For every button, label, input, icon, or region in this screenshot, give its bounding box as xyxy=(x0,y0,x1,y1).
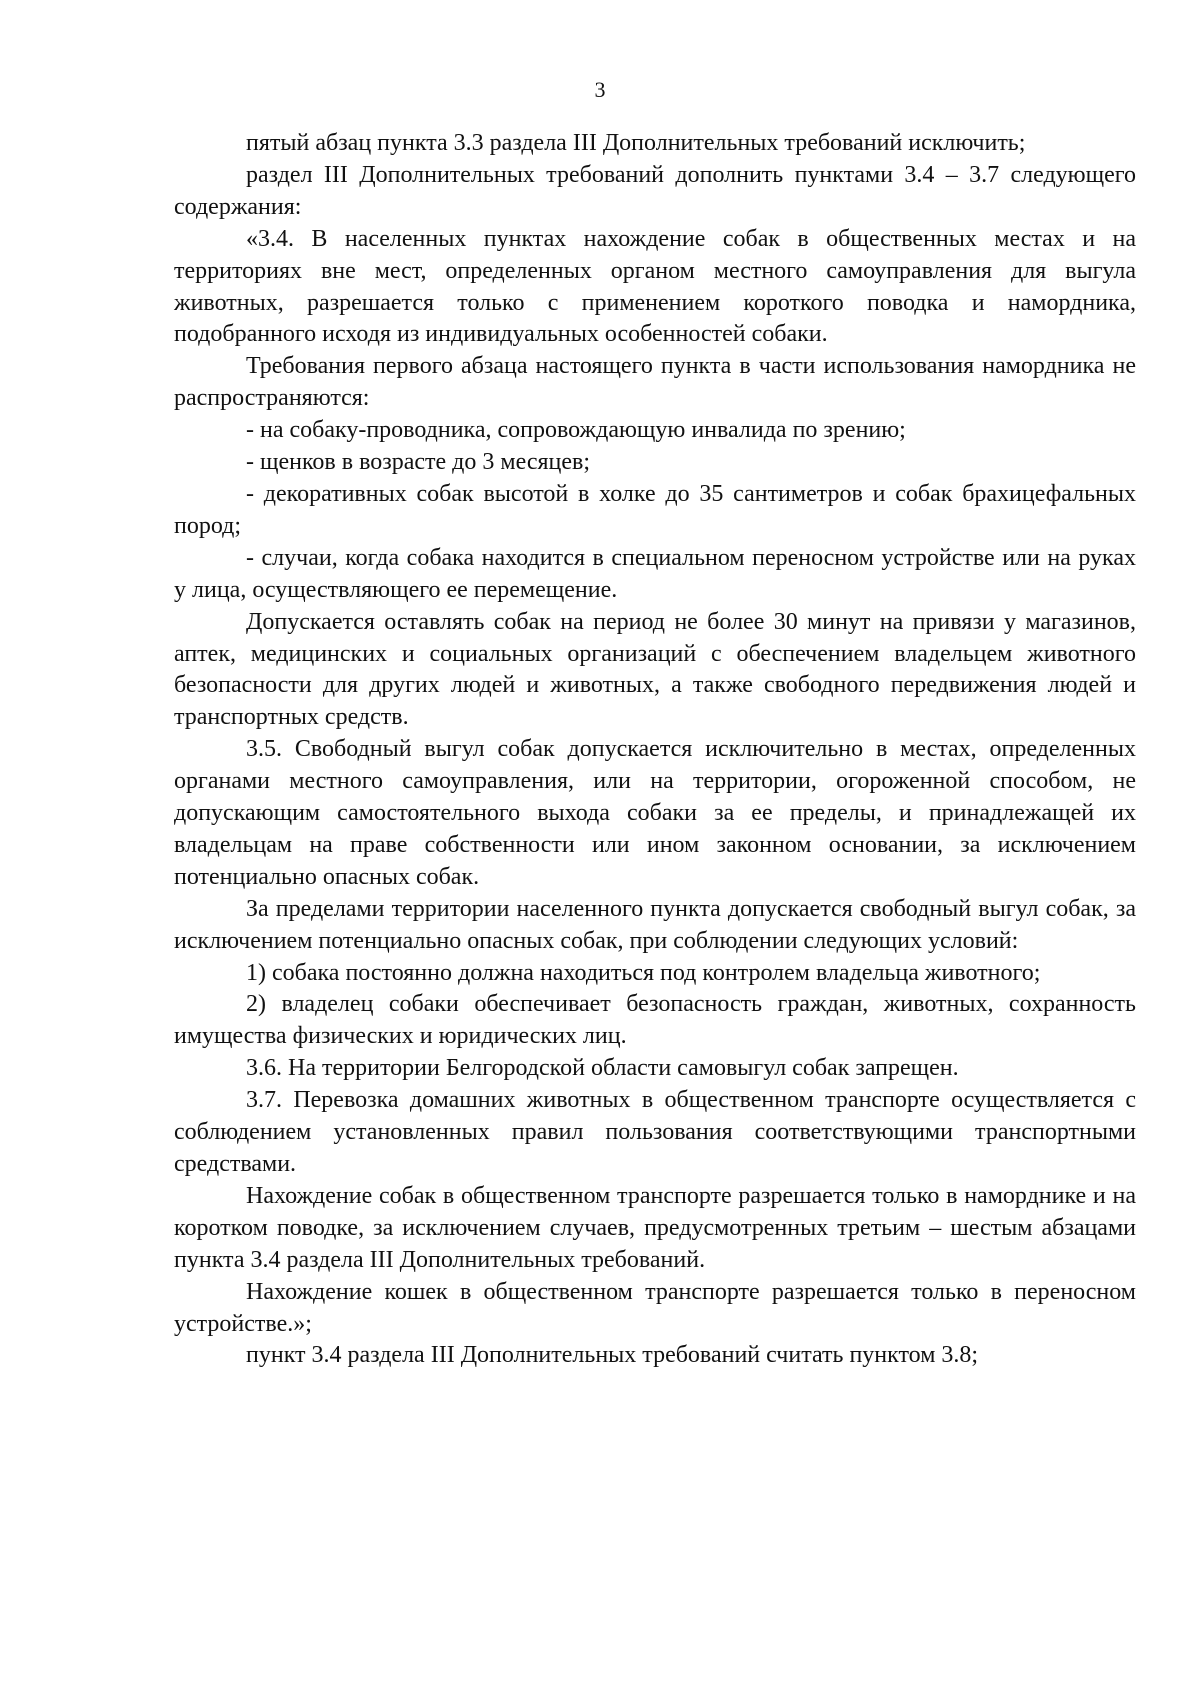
paragraph-2: раздел III Дополнительных требований дополнить пунктами 3.4 – 3.7 следующего содержания: xyxy=(174,161,1136,220)
paragraph-10: Нахождение собак в общественном транспорте разрешается только в наморднике и на коротком поводке, за исключением случаев, предусмотренных третьим – шестым абзацами пункта 3.4 раздела III Дополнительных требований. xyxy=(174,1182,1136,1273)
paragraph-6: 3.5. Свободный выгул собак допускается исключительно в местах, определенных органами местного самоуправления, или на территории, огороженной способом, не допускающим самостоятельного выхода собаки за ее пределы, и принадлежащей их владельцам на праве собственности или ином законном основании, за исключением потенциально опасных собак. xyxy=(174,736,1136,890)
paragraph-11: Нахождение кошек в общественном транспорте разрешается только в переносном устройстве.»; xyxy=(174,1278,1136,1337)
paragraph-5: Допускается оставлять собак на период не более 30 минут на привязи у магазинов, аптек, медицинских и социальных организаций с обеспечением владельцем животного безопасности для других людей и животных, а также свободного передвижения людей и транспортных средств. xyxy=(174,608,1136,731)
list-item-2: - щенков в возрасте до 3 месяцев; xyxy=(246,449,591,476)
list-item-3: - декоративных собак высотой в холке до 35 сантиметров и собак брахицефальных пород; xyxy=(174,480,1136,539)
condition-2: 2) владелец собаки обеспечивает безопасность граждан, животных, сохранность имущества физических и юридических лиц. xyxy=(174,991,1136,1050)
condition-1: 1) собака постоянно должна находиться под контролем владельца животного; xyxy=(246,959,1041,986)
document-body xyxy=(174,128,1136,1372)
paragraph-9: 3.7. Перевозка домашних животных в общественном транспорте осуществляется с соблюдением установленных правил пользования соответствующими транспортными средствами. xyxy=(174,1087,1136,1177)
paragraph-12: пункт 3.4 раздела III Дополнительных требований считать пунктом 3.8; xyxy=(246,1342,979,1369)
paragraph-3: «3.4. В населенных пунктах нахождение собак в общественных местах и на территориях вне мест, определенных органом местного самоуправления для выгула животных, разрешается только с применением короткого поводка и намордника, подобранного исходя из индивидуальных особенностей собаки. xyxy=(174,225,1136,348)
paragraph-1: пятый абзац пункта 3.3 раздела III Дополнительных требований исключить; xyxy=(246,130,1026,156)
paragraph-4: Требования первого абзаца настоящего пункта в части использования намордника не распространяются: xyxy=(174,353,1136,412)
page-number: 3 xyxy=(594,77,606,102)
paragraph-8: 3.6. На территории Белгородской области самовыгул собак запрещен. xyxy=(246,1055,959,1082)
list-item-1: - на собаку-проводника, сопровождающую инвалида по зрению; xyxy=(246,417,906,444)
list-item-4: - случаи, когда собака находится в специальном переносном устройстве или на руках у лица, осуществляющего ее перемещение. xyxy=(174,544,1136,603)
paragraph-7: За пределами территории населенного пункта допускается свободный выгул собак, за исключением потенциально опасных собак, при соблюдении следующих условий: xyxy=(174,895,1136,954)
